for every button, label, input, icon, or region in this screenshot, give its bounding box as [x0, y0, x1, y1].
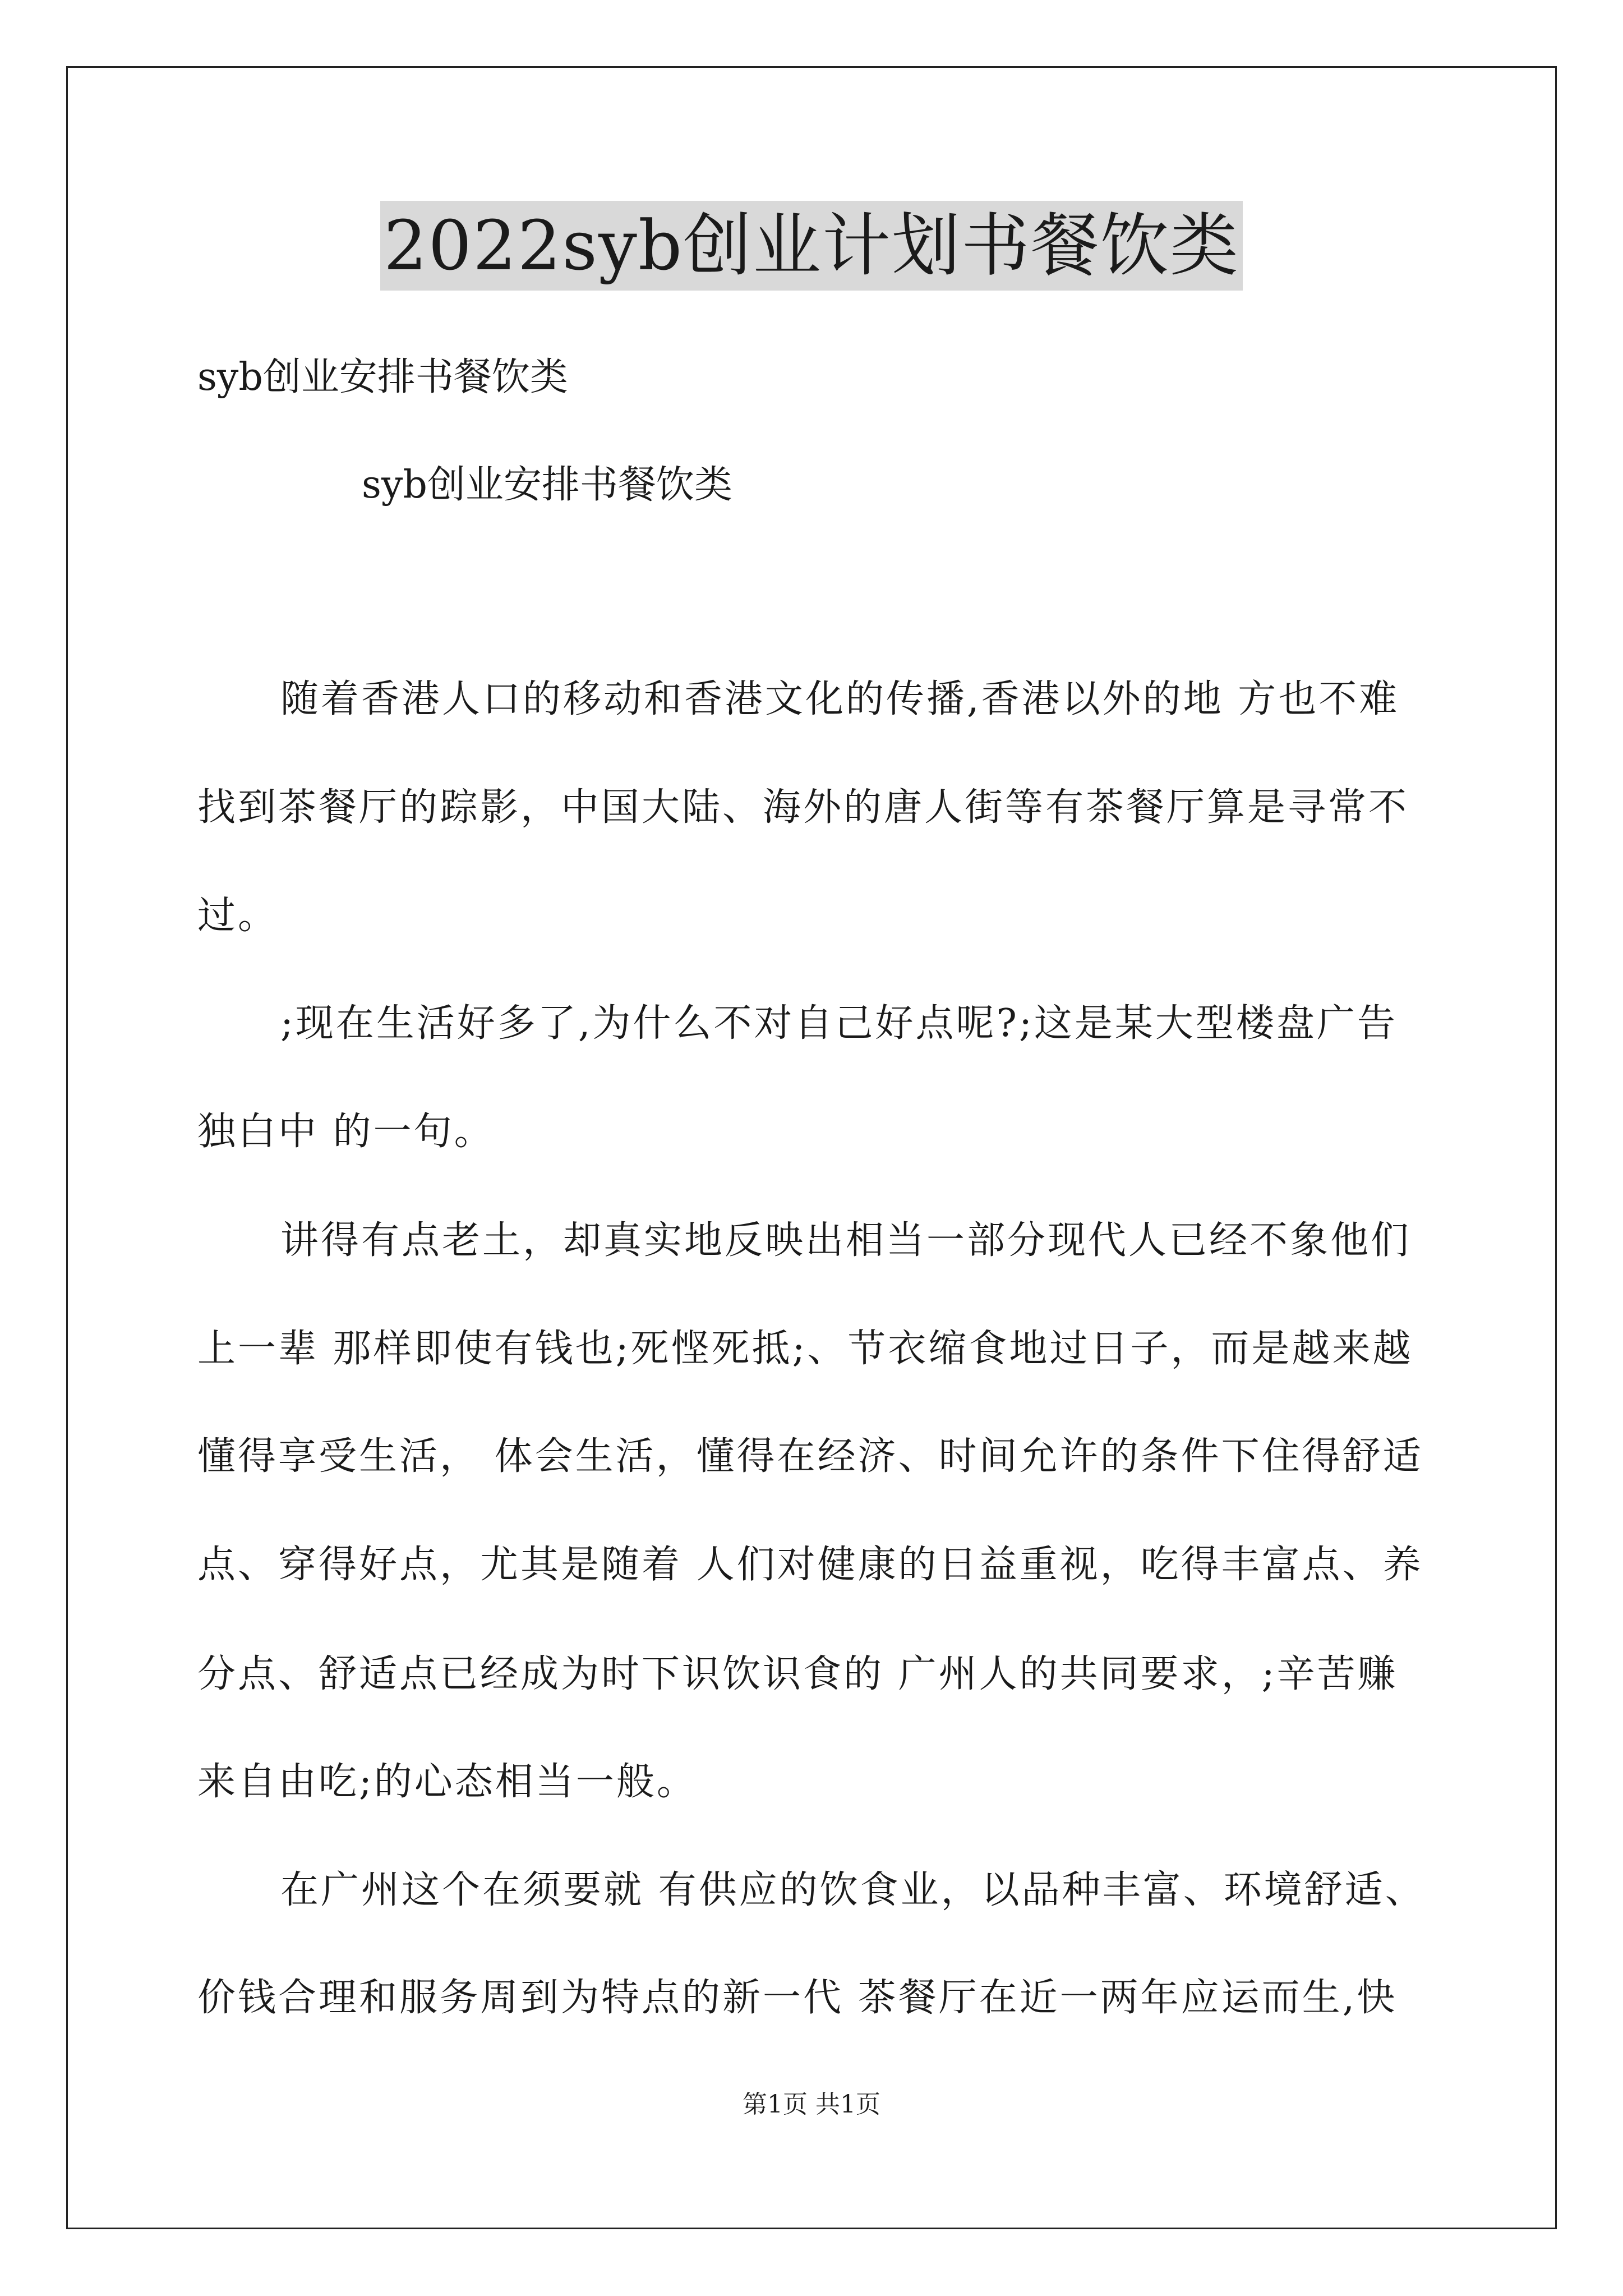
body-line-12: 在广州这个在须要就 有供应的饮食业，以品种丰富、环境舒适、	[280, 1868, 1426, 1912]
title-container	[0, 201, 1623, 291]
document-subtitle: syb创业安排书餐饮类	[197, 355, 568, 399]
body-line-1: 随着香港人口的移动和香港文化的传播,香港以外的地 方也不难	[280, 677, 1400, 721]
body-line-4: ;现在生活好多了,为什么不对自己好点呢?;这是某大型楼盘广告	[280, 1001, 1398, 1046]
document-subtitle-repeat: syb创业安排书餐饮类	[362, 463, 732, 507]
body-line-8: 懂得享受生活， 体会生活，懂得在经济、时间允许的条件下住得舒适	[197, 1434, 1423, 1479]
body-line-5: 独白中 的一句。	[197, 1110, 495, 1154]
body-line-9: 点、穿得好点，尤其是随着 人们对健康的日益重视，吃得丰富点、养	[197, 1543, 1423, 1587]
body-line-13: 价钱合理和服务周到为特点的新一代 茶餐厅在近一两年应运而生,快	[197, 1976, 1398, 2020]
body-line-7: 上一辈 那样即使有钱也;死悭死抵;、节衣缩食地过日子，而是越来越	[197, 1327, 1413, 1371]
document-title: 2022syb创业计划书餐饮类	[380, 201, 1243, 291]
body-line-10: 分点、舒适点已经成为时下识饮识食的 广州人的共同要求，;辛苦赚	[197, 1652, 1398, 1696]
body-line-2: 找到茶餐厅的踪影，中国大陆、海外的唐人街等有茶餐厅算是寻常不	[197, 785, 1409, 830]
page-footer: 第1页 共1页	[743, 2090, 880, 2119]
body-line-6: 讲得有点老土，却真实地反映出相当一部分现代人已经不象他们	[280, 1218, 1412, 1263]
body-line-11: 来自由吃;的心态相当一般。	[197, 1760, 697, 1804]
body-line-3: 过。	[197, 894, 279, 938]
